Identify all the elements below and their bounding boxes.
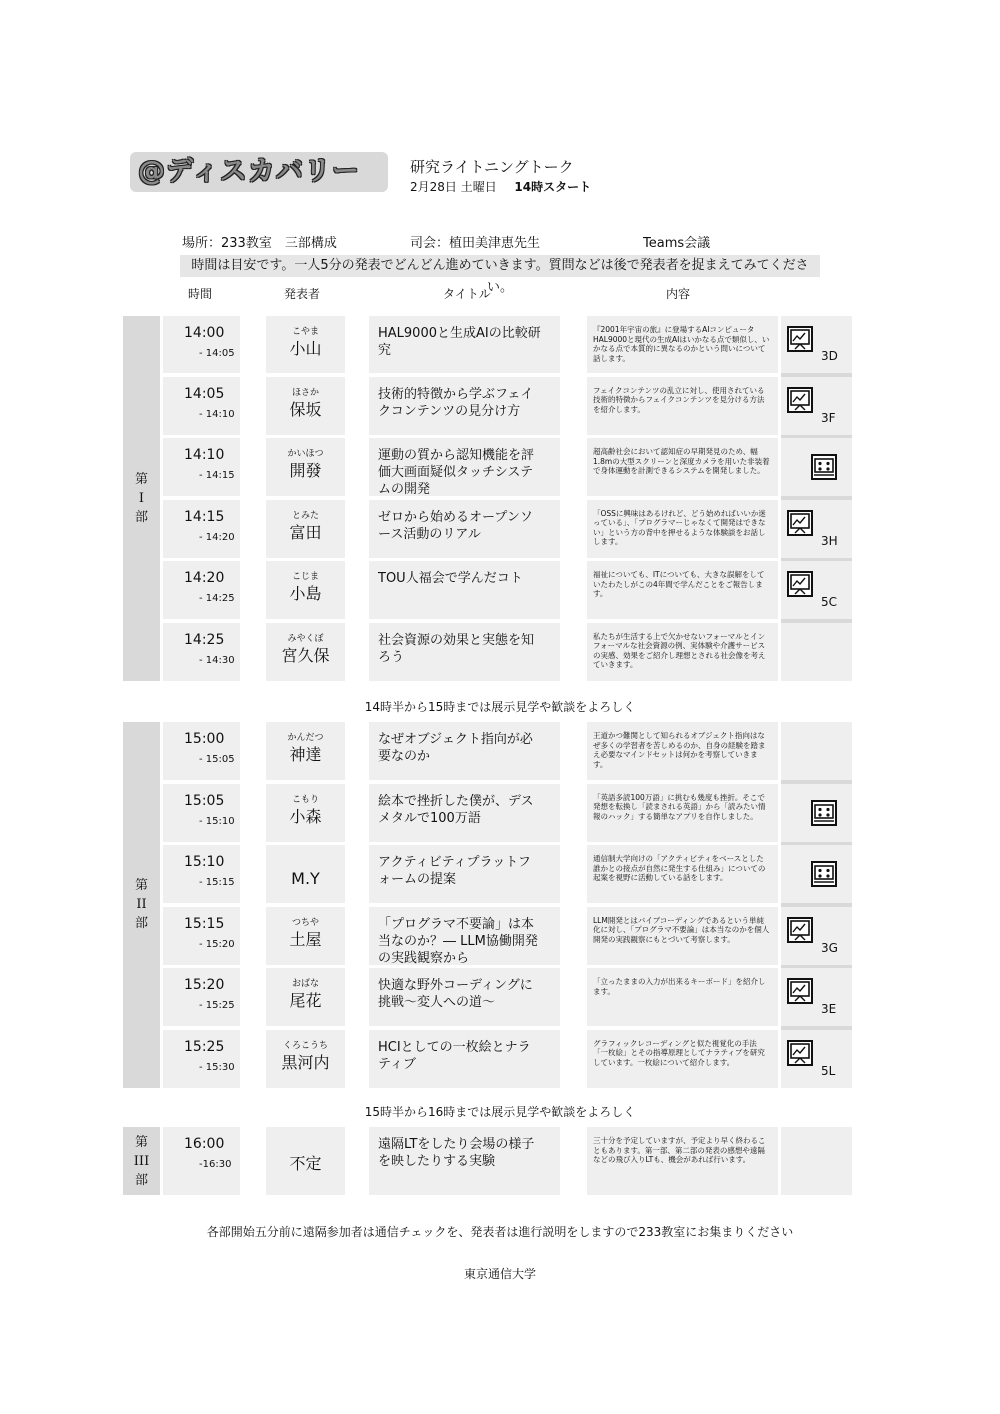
- room-label: 3H: [821, 533, 838, 548]
- talk-description: 『2001年宇宙の旅』に登場するAIコンピュータHAL9000と現代の生成AIはいかなる点で類似し、いかなる点で本質的に異なるのかという問いについて話します。: [593, 325, 770, 363]
- part-label: 第 III 部: [123, 1127, 160, 1195]
- talk-description: 通信制大学向けの「アクティビティをベースとした誰かとの接点が自然に発生する仕組み」についての起案を視野に活動している話をします。: [593, 854, 766, 882]
- talk-description: LLM開発とはバイブコーディングであるという単純化に対し、「プログラマ不要論」は本当なのかを個人開発の実践観察にもとづいて考察します。: [593, 915, 770, 944]
- time-end: - 14:10: [199, 408, 235, 420]
- info-place: 場所：233教室 三部構成: [182, 236, 337, 251]
- presenter-ruby: かいほつ: [287, 449, 324, 459]
- column-header-time: 時間: [188, 287, 213, 301]
- info-teams: Teams会議: [643, 236, 711, 251]
- part-label: 第 II 部: [123, 722, 160, 1088]
- event-day: 2月28日 土曜日: [410, 180, 497, 194]
- talk-description: 「立ったままの入力が出来るキーボード」を紹介します。: [593, 977, 766, 996]
- footer-university: 東京通信大学: [463, 1267, 536, 1281]
- online-meeting-icon: [811, 454, 837, 480]
- talk-description: 「英語多読100万語」に挑むも幾度も挫折。そこで発想を転換し「読まされる英語」から「読みたい情報のハック」する簡単なアプリを自作しました。: [593, 792, 766, 821]
- time-start: 15:25: [184, 1038, 225, 1055]
- presenter-ruby: こやま: [291, 327, 319, 337]
- presenter-name: 小山: [289, 339, 322, 358]
- part-label: 第 I 部: [123, 316, 160, 681]
- time-start: 15:20: [184, 977, 225, 993]
- talk-description: フェイクコンテンツの乱立に対し、使用されている技術的特徴からフェイクコンテンツを見分ける方法を紹介します。: [593, 385, 765, 414]
- room-label: 3D: [821, 349, 838, 363]
- column-header-presenter: 発表者: [284, 287, 321, 301]
- talk-title: なぜオブジェクト指向が必要なのか: [378, 732, 533, 764]
- time-end: - 14:25: [199, 593, 235, 604]
- room-label: 3G: [821, 940, 838, 955]
- column-header-content: 内容: [666, 287, 691, 301]
- talk-description: グラフィックレコーディングと似た視覚化の手法「一枚絵」とその指導原理としてナラティブを研究しています。一枚絵について紹介します。: [593, 1038, 765, 1067]
- break-notice-1: 14時半から15時までは展示見学や歓談をよろしく: [364, 700, 636, 714]
- room-label: 3F: [821, 410, 836, 425]
- event-title: 研究ライトニングトーク: [410, 158, 574, 176]
- time-start: 15:10: [184, 854, 225, 870]
- time-start: 14:10: [184, 447, 225, 463]
- presenter-name: 神達: [289, 745, 322, 764]
- online-meeting-icon: [811, 861, 837, 887]
- time-start: 15:15: [184, 915, 225, 932]
- notice-banner: 時間は目安です。一人5分の発表でどんどん進めていきます。質問などは後で発表者を捉まえてみてください。: [180, 255, 820, 277]
- icon-cell: [781, 623, 852, 681]
- online-meeting-icon: [811, 800, 837, 826]
- presenter-name: 不定: [289, 1154, 322, 1173]
- time-end: - 14:20: [199, 531, 235, 543]
- presenter-ruby: つちや: [291, 917, 319, 928]
- presentation-board-icon: [787, 917, 813, 943]
- talk-title: 社会資源の効果と実態を知ろう: [378, 632, 535, 665]
- presenter-name: M.Y: [291, 869, 320, 888]
- time-start: 15:00: [184, 731, 225, 747]
- talk-title: 運動の質から認知機能を評価大画面疑似タッチシステムの開発: [378, 448, 535, 497]
- time-end: - 14:30: [199, 654, 235, 666]
- time-start: 14:15: [184, 508, 225, 525]
- time-end: - 15:10: [199, 815, 235, 827]
- talk-description: 超高齢社会において認知症の早期発見のため、幅1.8mの大型スクリーンと深度カメラを用いた非装着で身体運動を計測できるシステムを開発しました。: [593, 447, 770, 475]
- presenter-ruby: くろこうち: [282, 1040, 328, 1051]
- talk-title: HAL9000と生成AIの比較研究: [378, 326, 541, 358]
- time-end: - 15:05: [199, 754, 235, 765]
- time-end: - 15:15: [199, 877, 235, 888]
- presenter-ruby: みやくぼ: [287, 633, 324, 644]
- talk-title: TOU人福会で学んだコト: [378, 571, 523, 586]
- presenter-name: 黒河内: [281, 1052, 330, 1072]
- talk-description: 「OSSに興味はあるけれど、どう始めればいいか迷っている」、「プログラマーじゃなくて開発はできない」という方の背中を押せるような体験談をお話しします。: [593, 508, 766, 546]
- talk-title: アクティビティプラットフォームの提案: [378, 855, 531, 887]
- talk-title: 絵本で挫折した僕が、デスメタルで100万語: [378, 793, 534, 826]
- footer-note: 各部開始五分前に遠隔参加者は通信チェックを、発表者は進行説明をしますので233教室にお集まりください: [206, 1225, 794, 1239]
- room-label: 3E: [821, 1002, 837, 1016]
- time-start: 16:00: [184, 1136, 225, 1152]
- time-end: - 15:20: [199, 938, 235, 950]
- presenter-name: 保坂: [289, 399, 322, 419]
- presenter-name: 土屋: [289, 929, 322, 949]
- presenter-ruby: とみた: [291, 510, 319, 521]
- presenter-name: 小森: [289, 806, 322, 826]
- talk-title: 技術的特徴から学ぶフェイクコンテンツの見分け方: [378, 386, 534, 419]
- presentation-board-icon: [787, 326, 813, 352]
- event-date: [410, 178, 591, 195]
- presentation-board-icon: [787, 1040, 813, 1066]
- icon-cell: [781, 722, 852, 780]
- talk-description: 福祉についても、ITについても、大きな誤解をしていたわたしがこの4年間で学んだことをご報告します。: [593, 570, 765, 598]
- event-start: 14時スタート: [514, 180, 592, 194]
- time-start: 15:05: [184, 792, 225, 809]
- presenter-ruby: ほさか: [291, 387, 319, 398]
- presenter-ruby: おばな: [291, 979, 319, 989]
- presenter-ruby: こじま: [291, 572, 319, 582]
- event-logo: @ディスカバリー: [130, 152, 388, 192]
- presenter-ruby: こもり: [291, 794, 319, 805]
- column-header-title: タイトル: [443, 287, 491, 301]
- talk-title: HCIとしての一枚絵とナラティブ: [378, 1039, 531, 1072]
- presentation-board-icon: [787, 387, 813, 413]
- time-start: 14:05: [184, 385, 225, 402]
- icon-cell: [781, 1127, 852, 1195]
- room-label: 5C: [821, 595, 838, 609]
- time-start: 14:00: [184, 325, 225, 341]
- presenter-name: 小島: [289, 584, 322, 603]
- break-notice-2: 15時半から16時までは展示見学や歓談をよろしく: [364, 1105, 636, 1119]
- time-start: 14:25: [184, 631, 225, 648]
- talk-description: 私たちが生活する上で欠かせないフォーマルとインフォーマルな社会資源の例、実体験や介護サービスの実感、効果をご紹介し理想とされる社会像を考えていきます。: [593, 631, 766, 669]
- presenter-name: 開發: [289, 461, 322, 480]
- presenter-ruby: かんだつ: [287, 733, 324, 743]
- presenter-name: 尾花: [289, 991, 322, 1010]
- talk-title: 「プログラマ不要論」は本当なのか？― LLM協働開発の実践観察から: [378, 916, 538, 966]
- presentation-board-icon: [787, 978, 813, 1004]
- time-end: -16:30: [199, 1159, 232, 1170]
- info-host: 司会：植田美津恵先生: [410, 236, 541, 251]
- talk-title: 快適な野外コーディングに挑戦～変人への道～: [378, 978, 533, 1010]
- time-end: - 14:05: [199, 348, 235, 359]
- time-start: 14:20: [184, 570, 225, 586]
- talk-title: ゼロから始めるオープンソース活動のリアル: [378, 509, 533, 542]
- time-end: - 15:25: [199, 1000, 235, 1011]
- presenter-name: 富田: [289, 522, 322, 542]
- presenter-name: 宮久保: [281, 645, 330, 665]
- room-label: 5L: [821, 1063, 836, 1078]
- talk-description: 三十分を予定していますが、予定より早く終わることもあります。第一部、第二部の発表の感想や遠隔などの飛び入りLTも、機会があれば行います。: [593, 1136, 766, 1164]
- time-end: - 15:30: [199, 1061, 235, 1073]
- presentation-board-icon: [787, 571, 813, 597]
- talk-description: 王道かつ難関として知られるオブジェクト指向はなぜ多くの学習者を苦しめるのか、自身の経験を踏まえ必要なマインドセットは何かを考察していきます。: [593, 731, 766, 769]
- time-end: - 14:15: [199, 470, 235, 481]
- talk-title: 遠隔LTをしたり会場の様子を映したりする実験: [378, 1137, 535, 1169]
- presentation-board-icon: [787, 510, 813, 536]
